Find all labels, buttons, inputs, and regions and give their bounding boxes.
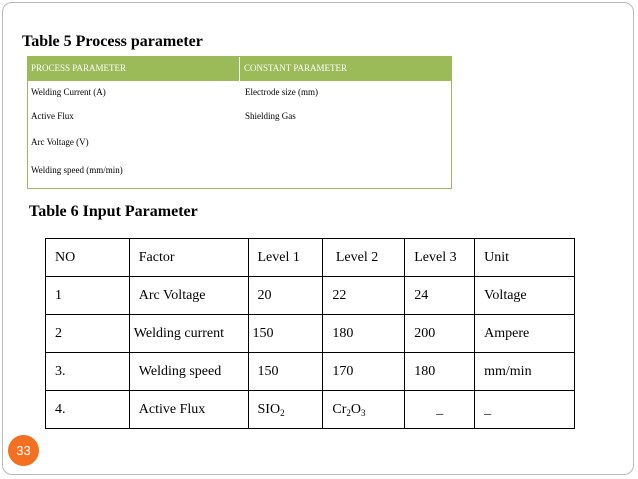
formula-subscript: 2 xyxy=(346,407,351,418)
table-cell: 1 xyxy=(46,277,130,315)
formula-part: Cr xyxy=(332,401,347,417)
table-cell: 2 xyxy=(46,315,130,353)
process-param-cell: Active Flux xyxy=(31,111,74,121)
table-cell: Welding speed xyxy=(129,353,248,391)
table-row xyxy=(46,277,575,315)
sio2-cell xyxy=(248,391,323,429)
header-cell: Unit xyxy=(475,239,575,277)
table-cell: 200 xyxy=(405,315,475,353)
table-cell: Arc Voltage xyxy=(129,277,248,315)
header-cell: Level 1 xyxy=(248,239,323,277)
table-cell: 22 xyxy=(323,277,405,315)
constant-param-cell: Electrode size (mm) xyxy=(245,87,318,97)
formula-part: O xyxy=(350,401,361,417)
process-param-cell: Welding speed (mm/min) xyxy=(31,165,123,175)
table-header-row xyxy=(46,239,575,277)
table-cell: Ampere xyxy=(475,315,575,353)
table5-title: Table 5 Process parameter xyxy=(22,33,203,50)
process-parameter-table xyxy=(27,56,452,189)
header-cell: Level 3 xyxy=(405,239,475,277)
table-cell: 4. xyxy=(46,391,130,429)
table-cell: 170 xyxy=(323,353,405,391)
table-cell: Voltage xyxy=(475,277,575,315)
table-cell: 180 xyxy=(323,315,405,353)
table-row xyxy=(46,391,575,429)
process-param-cell: Welding Current (A) xyxy=(31,87,106,97)
constant-param-cell: Shielding Gas xyxy=(245,111,296,121)
table-cell: 24 xyxy=(405,277,475,315)
cr2o3-cell xyxy=(323,391,405,429)
table-cell: 3. xyxy=(46,353,130,391)
table-cell: 150 xyxy=(248,315,323,353)
table5-header-row xyxy=(28,57,451,81)
header-cell: NO xyxy=(46,239,130,277)
table-cell: Welding current xyxy=(129,315,248,353)
table-cell: mm/min xyxy=(475,353,575,391)
table-cell: Active Flux xyxy=(129,391,248,429)
table-cell: 180 xyxy=(405,353,475,391)
table-cell: 150 xyxy=(248,353,323,391)
header-cell: Level 2 xyxy=(323,239,405,277)
table-cell: _ xyxy=(405,391,475,429)
table-cell: 20 xyxy=(248,277,323,315)
slide-number-badge: 33 xyxy=(8,435,39,466)
input-parameter-table xyxy=(45,238,575,429)
table-row xyxy=(46,353,575,391)
formula-base: SIO xyxy=(257,401,281,417)
table5-header-process: PROCESS PARAMETER xyxy=(28,57,240,81)
formula-subscript: 2 xyxy=(280,407,285,418)
table5-header-constant: CONSTANT PARAMETER xyxy=(244,63,348,73)
header-cell: Factor xyxy=(129,239,248,277)
process-param-cell: Arc Voltage (V) xyxy=(31,137,89,147)
table6-title: Table 6 Input Parameter xyxy=(29,203,198,220)
table-row xyxy=(46,315,575,353)
table-cell: _ xyxy=(475,391,575,429)
formula-subscript: 3 xyxy=(360,407,366,418)
